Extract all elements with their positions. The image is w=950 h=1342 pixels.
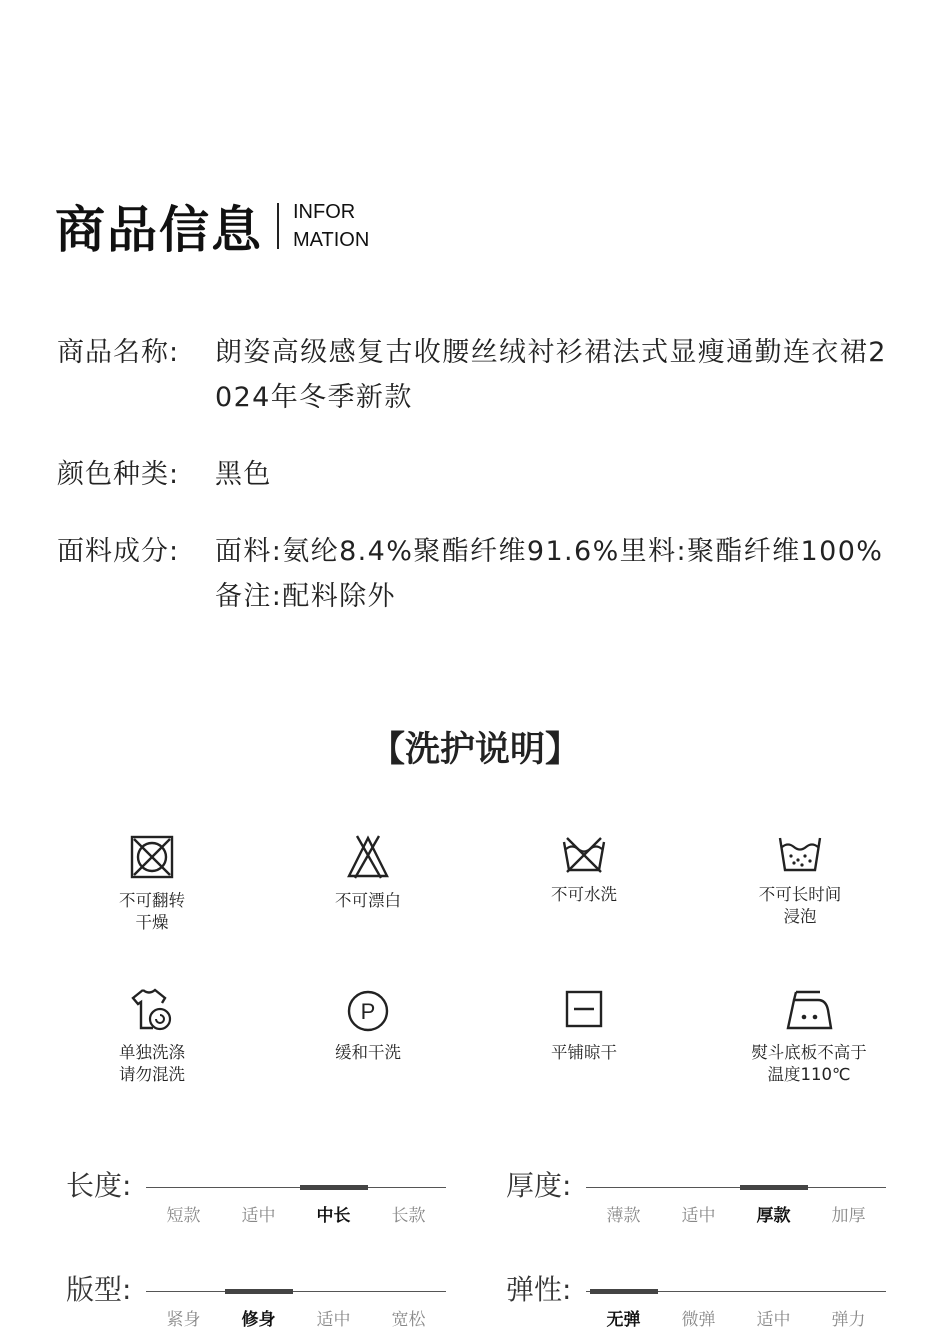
care-item-gentle-dry-clean [268, 986, 468, 1064]
no-long-soak-icon [777, 834, 823, 874]
scale-option: 长款 [391, 1206, 426, 1226]
fabric-label: 面料成分: [57, 536, 180, 567]
scale-option: 适中 [241, 1206, 276, 1226]
color-value: 黑色 [215, 459, 272, 490]
care-item-iron-medium [709, 986, 909, 1086]
svg-text:P: P [360, 999, 376, 1024]
color-label: 颜色种类: [57, 459, 180, 490]
info-row-fabric [57, 529, 897, 619]
care-label: 不可漂白 [335, 891, 401, 910]
scale-option: 修身 [241, 1310, 276, 1330]
gentle-dry-clean-icon [345, 986, 391, 1032]
scale-option: 中长 [316, 1206, 351, 1226]
name-value: 朗姿高级感复古收腰丝绒衬衫裙法式显瘦通勤连衣裙2024年冬季新款 [215, 337, 887, 413]
name-label: 商品名称: [57, 337, 180, 368]
fabric-value: 面料:氨纶8.4%聚酯纤维91.6%里料:聚酯纤维100%备注:配料除外 [215, 536, 884, 612]
scale-options [586, 1305, 886, 1330]
scale-track [586, 1187, 886, 1188]
info-row-color [57, 452, 897, 497]
scale-label: 厚度: [506, 1169, 572, 1202]
scale-indicator [740, 1185, 808, 1190]
section-title: 商品信息 [55, 201, 263, 259]
scale-options [146, 1201, 446, 1226]
scale-label: 版型: [66, 1273, 132, 1306]
care-label: 缓和干洗 [335, 1043, 401, 1062]
scale-indicator [590, 1289, 658, 1294]
scale-option: 适中 [681, 1206, 716, 1226]
scale-elasticity [506, 1273, 906, 1333]
care-item-no-long-soak [700, 834, 900, 928]
scale-track [586, 1291, 886, 1292]
care-label: 熨斗底板不高于 温度110℃ [751, 1043, 867, 1084]
scale-option: 加厚 [831, 1206, 866, 1226]
care-label: 不可翻转 干燥 [119, 891, 185, 932]
iron-medium-icon [784, 986, 834, 1032]
scale-track [146, 1291, 446, 1292]
scale-option: 无弹 [606, 1310, 641, 1330]
scale-option: 薄款 [606, 1206, 641, 1226]
product-info [57, 330, 897, 651]
care-item-no-bleach [268, 834, 468, 912]
care-item-wash-separately [52, 986, 252, 1086]
scale-option: 弹力 [831, 1310, 866, 1330]
no-wash-icon [561, 834, 607, 874]
care-label: 不可水洗 [551, 885, 617, 904]
no-bleach-icon [345, 834, 391, 880]
scale-label: 弹性: [506, 1273, 572, 1306]
care-label: 不可长时间 浸泡 [758, 885, 842, 926]
subtitle-line-1: INFOR [293, 201, 356, 223]
scale-option: 宽松 [391, 1310, 426, 1330]
section-header [55, 196, 370, 259]
wash-separately-icon [129, 986, 175, 1032]
scale-indicator [225, 1289, 293, 1294]
scale-fit [66, 1273, 466, 1333]
scale-thickness [506, 1169, 906, 1229]
header-divider [277, 203, 279, 249]
scale-options [586, 1201, 886, 1226]
care-item-dry-flat [484, 986, 684, 1064]
care-label: 平铺晾干 [551, 1043, 617, 1062]
care-label: 单独洗涤 请勿混洗 [119, 1043, 185, 1084]
scale-option: 适中 [316, 1310, 351, 1330]
scale-options [146, 1305, 446, 1330]
care-item-no-wash [484, 834, 684, 906]
scale-length [66, 1169, 466, 1229]
subtitle-line-2: MATION [293, 229, 370, 251]
care-item-no-tumble-dry [52, 834, 252, 934]
scale-option: 短款 [166, 1206, 201, 1226]
scale-indicator [300, 1185, 368, 1190]
no-tumble-dry-icon [129, 834, 175, 880]
care-title: 【洗护说明】 [369, 730, 580, 770]
dry-flat-icon [561, 986, 607, 1032]
scale-label: 长度: [66, 1169, 132, 1202]
section-subtitle [293, 198, 369, 254]
scale-option: 适中 [756, 1310, 791, 1330]
scale-track [146, 1187, 446, 1188]
scale-option: 紧身 [166, 1310, 201, 1330]
info-row-name [57, 330, 897, 420]
scale-option: 微弹 [681, 1310, 716, 1330]
scale-option: 厚款 [756, 1206, 791, 1226]
